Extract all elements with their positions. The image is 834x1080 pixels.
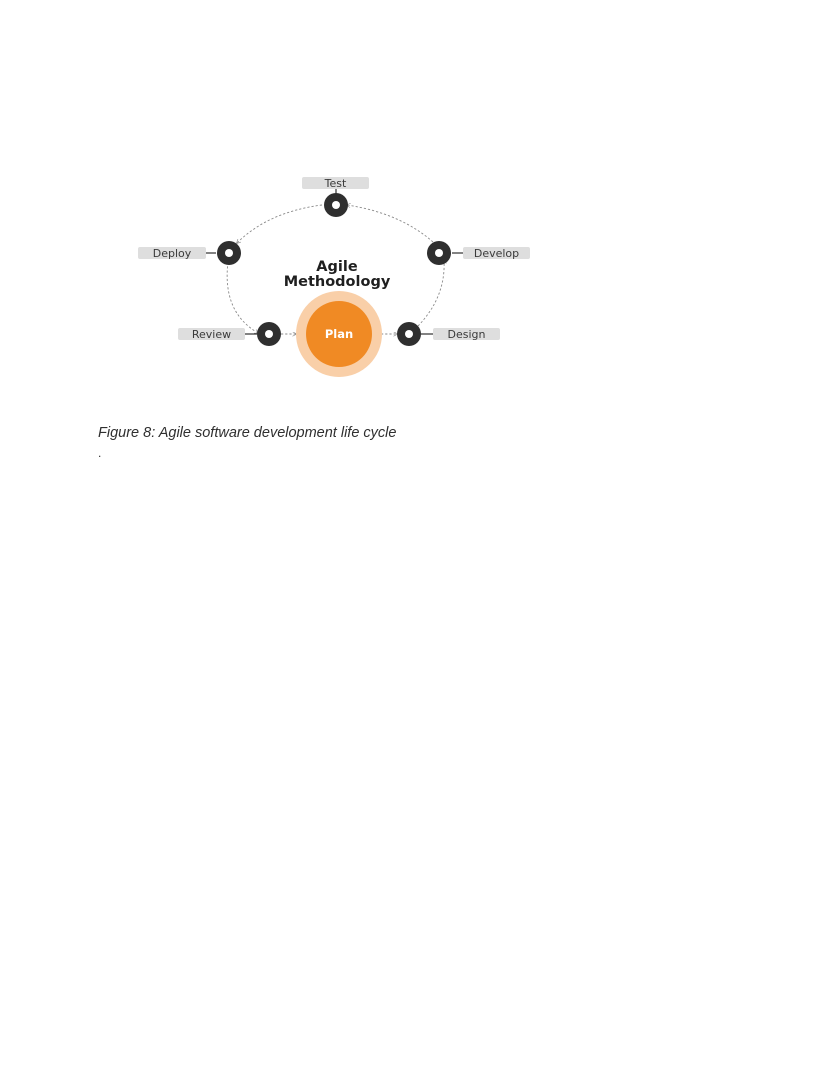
trailing-period: . bbox=[98, 446, 102, 460]
plan-label: Plan bbox=[324, 327, 354, 341]
deploy-label: Deploy bbox=[152, 247, 192, 260]
test-node bbox=[324, 193, 348, 217]
connector-test-to-deploy bbox=[237, 205, 322, 243]
test-label: Test bbox=[324, 177, 347, 190]
design-label: Design bbox=[447, 328, 486, 341]
agile-cycle-diagram bbox=[0, 0, 834, 480]
connector-design-to-develop bbox=[418, 260, 444, 326]
figure-caption: Figure 8: Agile software development life cycle bbox=[98, 425, 397, 441]
design-node bbox=[397, 322, 421, 346]
connector-deploy-to-review bbox=[227, 262, 258, 333]
diagram-title-line-1: Agile bbox=[316, 259, 358, 275]
deploy-node bbox=[217, 241, 241, 265]
develop-label: Develop bbox=[473, 247, 520, 260]
review-node bbox=[257, 322, 281, 346]
diagram-title-line-2: Methodology bbox=[283, 274, 391, 290]
develop-node bbox=[427, 241, 451, 265]
review-label: Review bbox=[191, 328, 232, 341]
connector-develop-to-test bbox=[347, 205, 433, 242]
plan-node bbox=[296, 291, 382, 377]
